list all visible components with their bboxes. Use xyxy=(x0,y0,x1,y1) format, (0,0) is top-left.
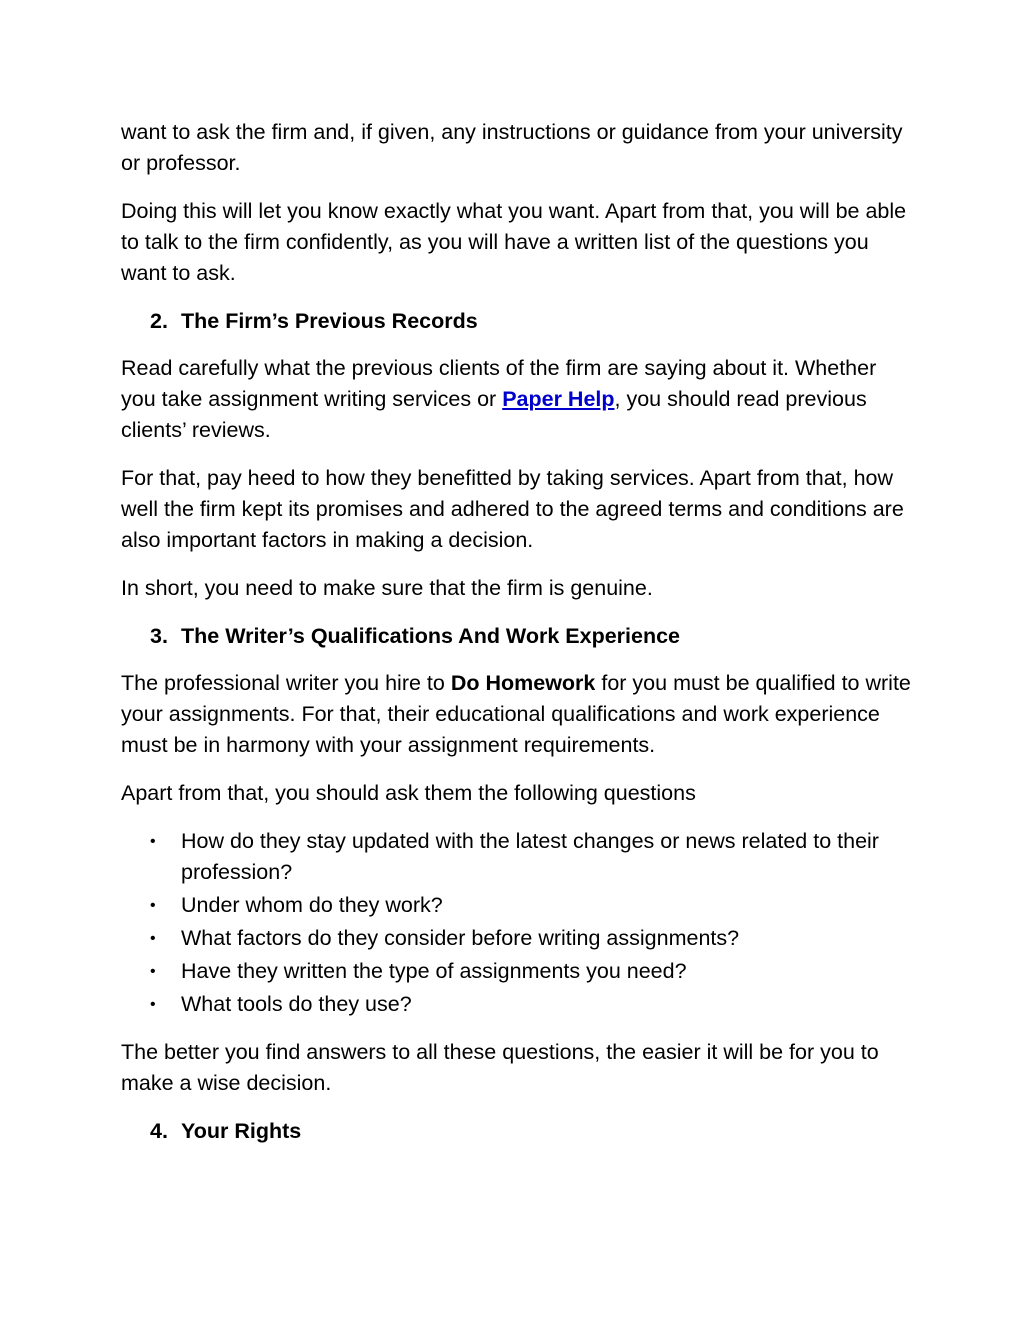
list-item-text: What tools do they use? xyxy=(181,992,412,1016)
paragraph-read-carefully xyxy=(121,353,911,446)
heading-writer-qualifications xyxy=(121,621,911,652)
paragraph-the-better: The better you find answers to all these questions, the easier it will be for you to make a wise decision. xyxy=(121,1040,879,1095)
bullet-icon: • xyxy=(150,963,156,980)
heading-number: 3. xyxy=(150,624,168,648)
paragraph-text: The professional writer you hire to xyxy=(121,671,451,695)
bullet-icon: • xyxy=(150,833,156,850)
list-item-text: Under whom do they work? xyxy=(181,893,443,917)
questions-list xyxy=(121,826,911,1020)
bullet-icon: • xyxy=(150,930,156,947)
paragraph-doing-this: Doing this will let you know exactly what you want. Apart from that, you will be able to talk to the firm confidently, as you will have a written list of the questions you want to ask. xyxy=(121,199,907,285)
paragraph-professional-writer xyxy=(121,668,911,761)
heading-previous-records xyxy=(121,306,911,337)
list-item xyxy=(121,923,911,954)
bullet-icon: • xyxy=(150,996,156,1013)
paragraph-intro-continued: want to ask the firm and, if given, any instructions or guidance from your university or professor. xyxy=(121,120,903,175)
paragraph-in-short: In short, you need to make sure that the firm is genuine. xyxy=(121,576,653,600)
list-item xyxy=(121,989,911,1020)
list-item xyxy=(121,826,911,888)
heading-number: 2. xyxy=(150,309,168,333)
heading-text: The Firm’s Previous Records xyxy=(181,309,478,333)
document-page xyxy=(121,117,911,1163)
paragraph-pay-heed: For that, pay heed to how they benefitted by taking services. Apart from that, how well the firm kept its promises and adhered to the agreed terms and conditions are also important factors in making a decision. xyxy=(121,466,904,552)
heading-number: 4. xyxy=(150,1119,168,1143)
paragraph-apart-from-that: Apart from that, you should ask them the following questions xyxy=(121,781,696,805)
do-homework-bold: Do Homework xyxy=(450,671,596,695)
list-item xyxy=(121,956,911,987)
list-item-text: How do they stay updated with the latest changes or news related to their profession? xyxy=(181,829,879,884)
list-item-text: Have they written the type of assignments you need? xyxy=(181,959,687,983)
paragraph-text: for you must be qualified to write your assignments. For that, their educational qualifications and work experience must be in harmony with your assignment requirements. xyxy=(121,671,911,757)
heading-text: The Writer’s Qualifications And Work Experience xyxy=(181,624,681,648)
paragraph-text: , you should read previous clients’ reviews. xyxy=(121,387,867,442)
paper-help-link[interactable]: Paper Help xyxy=(502,387,615,411)
heading-your-rights xyxy=(121,1116,911,1147)
heading-text: Your Rights xyxy=(181,1119,302,1143)
list-item-text: What factors do they consider before writing assignments? xyxy=(181,926,740,950)
list-item xyxy=(121,890,911,921)
paragraph-text: Read carefully what the previous clients of the firm are saying about it. Whether you take assignment writing services or xyxy=(121,356,877,411)
bullet-icon: • xyxy=(150,897,156,914)
